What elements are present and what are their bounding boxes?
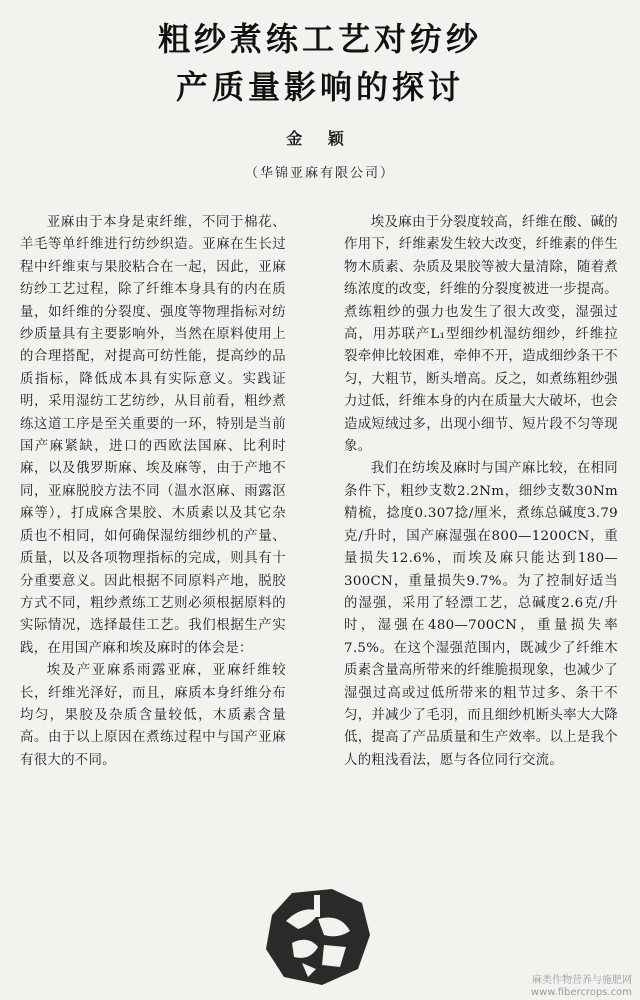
article-title-line-2: 产质量影响的探讨 [175, 68, 464, 106]
author-name: 金 颖 [286, 129, 354, 148]
watermark-site-name: 麻类作物营养与施肥网 [532, 975, 632, 986]
paragraph: 埃及麻由于分裂度较高，纤维在酸、碱的作用下，纤维素发生较大改变，纤维素的伴生物木质素、杂质及果胶等被大量清除，随着煮练浓度的改变，纤维的分裂度被进一步提高。煮练粗纱的强力也发生了很大改变，湿强过高，用苏联产L₁型细纱机湿纺细纱，纤维拉裂牵伸比较困难，牵伸不开，造成细纱条干不匀，大粗节，断头增高。反之，如煮练粗纱强力过低，纤维本身的内在质量大大破坏，也会造成短绒过多，出现小细节、短片段不匀等现象。 [344, 215, 618, 455]
article-title-line-1: 粗纱煮练工艺对纺纱 [157, 20, 482, 58]
paragraph: 亚麻由于本身是束纤维，不同于棉花、羊毛等单纤维进行纺纱织造。亚麻在生长过程中纤维束与果胶粘合在一起，因此，亚麻纺纱工艺过程，除了纤维本身具有的内在质量，如纤维的分裂度、强度等物理指标对纺纱质量具有主要影响外，当然在原料使用上的合理搭配，对提高可纺性能，提高纱的品质指标，降低成本具有实际意义。实践证明，采用湿纺工艺纺纱，从目前看，粗纱煮练这道工序是至关重要的一环，特别是当前国产麻紧缺，进口的西欧法国麻、比利时麻，以及俄罗斯麻、埃及麻等，由于产地不同，亚麻脱胶方法不同（温水沤麻、雨露沤麻等），打成麻含果胶、木质素以及其它杂质也不相同，如何确保湿纺细纱机的产量、质量，以及各项物理指标的完成，则具有十分重要意义。因此根据不同原料产地，脱胶方式不同，粗纱煮练工艺则必须根据原料的实际情况，选择最佳工艺。我们根据生产实践，在用国产麻和埃及麻时的体会是： [20, 215, 286, 656]
author-affiliation: （华锦亚麻有限公司） [244, 166, 395, 181]
paragraph: 我们在纺埃及麻时与国产麻比较，在相同条件下，粗纱支数2.2Nm，细纱支数30Nm 精梳，捻度0.307捻/厘米，煮练总碱度3.79克/升时，国产麻湿强在800—1200CN，重量损失12.6%，而埃及麻只能达到180—300CN，重量损失9.7%。为了控制好适当的湿强，采用了轻漂工艺，总碱度2.6克/升时，湿强在480—700CN，重量损失率7.5%。在这个湿强范围内，既减少了纤维木质素含量高所带来的纤维脆损现象，也减少了湿强过高或过低所带来的粗节过多、条干不匀，并减少了毛羽，而且细纱机断头率大大降低，提高了产品质量和生产效率。以上是我个人的粗浅看法，愿与各位同行交流。 [344, 461, 618, 768]
right-column [344, 212, 618, 772]
left-column [20, 212, 286, 772]
paragraph: 埃及产亚麻系雨露亚麻，亚麻纤维较长，纤维光泽好，而且，麻质本身纤维分布均匀，果胶及杂质含量较低，木质素含量高。由于以上原因在煮练过程中与国产亚麻有很大的不同。 [20, 663, 286, 768]
decorative-ornament-icon [262, 885, 374, 989]
watermark-url: www.fibercrops.com [530, 987, 632, 998]
